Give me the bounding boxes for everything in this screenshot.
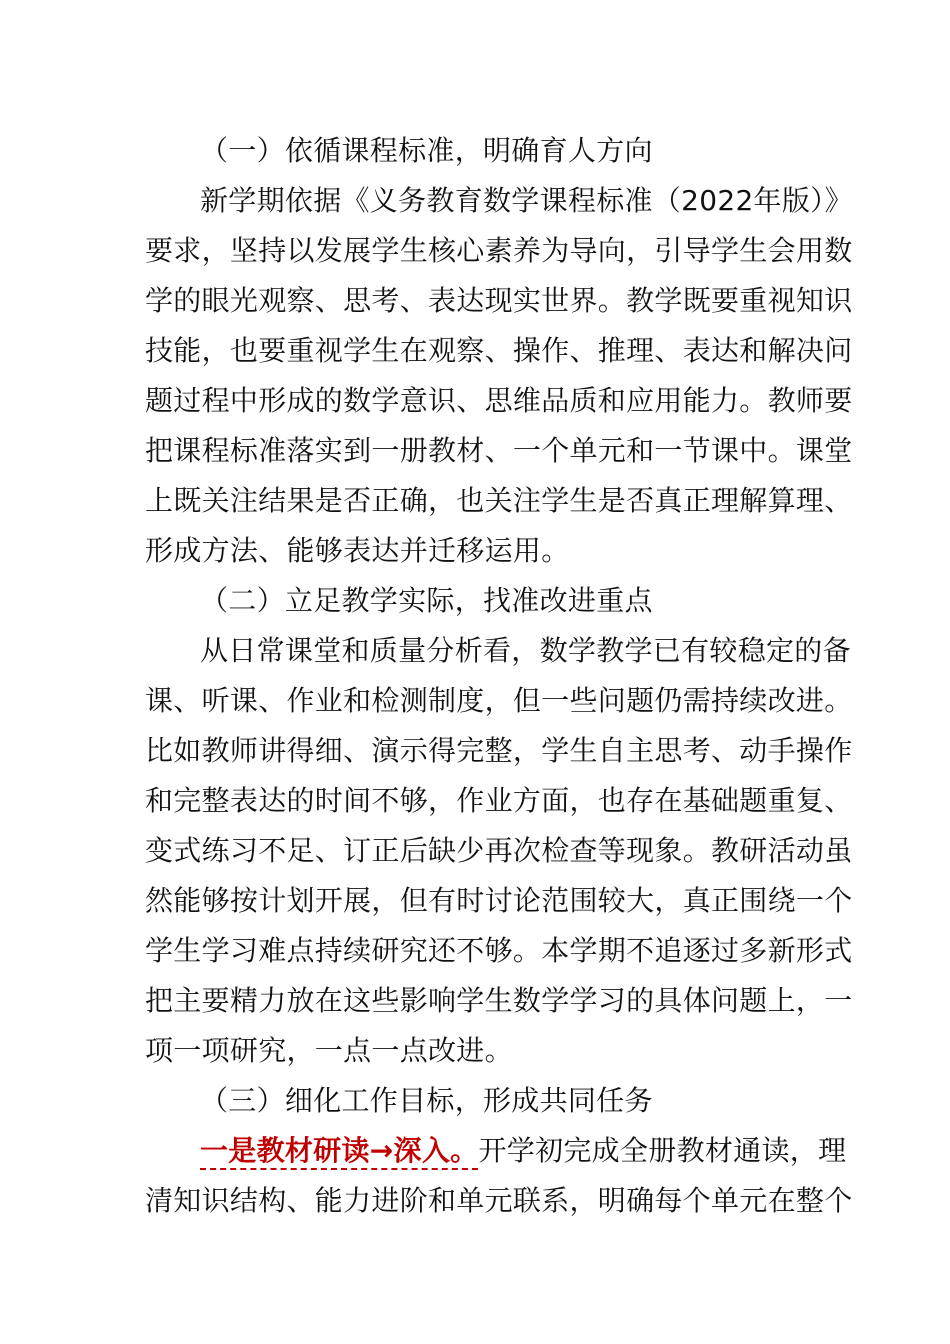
paragraph-line: 新学期依据《义务教育数学课程标准（2022年版）》 bbox=[200, 184, 853, 217]
section-heading-3: （三）细化工作目标，形成共同任务 bbox=[200, 1084, 653, 1117]
paragraph-line: 清知识结构、能力进阶和单元联系，明确每个单元在整个 bbox=[145, 1184, 853, 1217]
highlighted-lead-phrase: 一是教材研读→深入。 bbox=[200, 1134, 478, 1170]
paragraph-line: 然能够按计划开展，但有时讨论范围较大，真正围绕一个 bbox=[145, 884, 853, 917]
lead-line-text: 开学初完成全册教材通读，理 bbox=[478, 1134, 847, 1167]
paragraph-line: 要求，坚持以发展学生核心素养为导向，引导学生会用数 bbox=[145, 234, 853, 267]
paragraph-line: 技能，也要重视学生在观察、操作、推理、表达和解决问 bbox=[145, 334, 853, 367]
paragraph-line: 题过程中形成的数学意识、思维品质和应用能力。教师要 bbox=[145, 384, 853, 417]
paragraph-line: 比如教师讲得细、演示得完整，学生自主思考、动手操作 bbox=[145, 734, 853, 767]
paragraph-line: 项一项研究，一点一点改进。 bbox=[145, 1034, 513, 1067]
paragraph-line: 上既关注结果是否正确，也关注学生是否真正理解算理、 bbox=[145, 484, 853, 517]
paragraph-line: 课、听课、作业和检测制度，但一些问题仍需持续改进。 bbox=[145, 684, 853, 717]
paragraph-line: 变式练习不足、订正后缺少再次检查等现象。教研活动虽 bbox=[145, 834, 853, 867]
paragraph-line: 把主要精力放在这些影响学生数学学习的具体问题上，一 bbox=[145, 984, 853, 1017]
paragraph-line: 学的眼光观察、思考、表达现实世界。教学既要重视知识 bbox=[145, 284, 853, 317]
section-heading-2: （二）立足教学实际，找准改进重点 bbox=[200, 584, 653, 617]
paragraph-line: 把课程标准落实到一册教材、一个单元和一节课中。课堂 bbox=[145, 434, 853, 467]
paragraph-lead-line bbox=[200, 1134, 846, 1168]
paragraph-line: 和完整表达的时间不够，作业方面，也存在基础题重复、 bbox=[145, 784, 853, 817]
section-heading-1: （一）依循课程标准，明确育人方向 bbox=[200, 134, 653, 167]
paragraph-line: 从日常课堂和质量分析看，数学教学已有较稳定的备 bbox=[200, 634, 851, 667]
paragraph-line: 形成方法、能够表达并迁移运用。 bbox=[145, 534, 570, 567]
paragraph-line: 学生学习难点持续研究还不够。本学期不追逐过多新形式 bbox=[145, 934, 853, 967]
